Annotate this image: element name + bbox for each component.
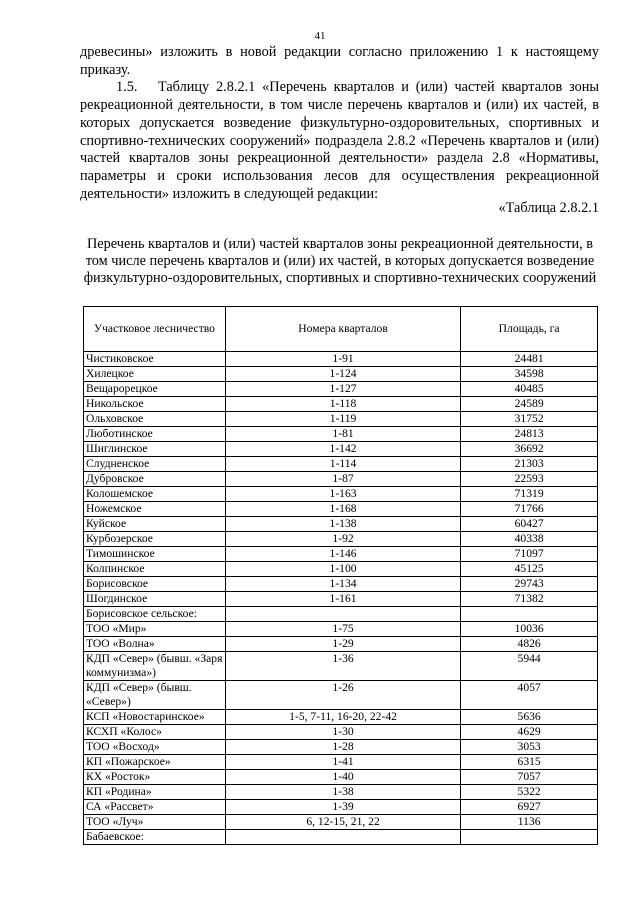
table-row [84, 577, 598, 592]
table-row [84, 815, 598, 830]
district-cell: КХ «Росток» [84, 770, 226, 785]
area-cell: 36692 [461, 442, 598, 457]
area-cell: 31752 [461, 412, 598, 427]
table-row [84, 652, 598, 681]
intro-continuation: древесины» изложить в новой редакции согласно приложению 1 к настоящему приказу. [80, 44, 599, 78]
area-cell: 10036 [461, 622, 598, 637]
table-row [84, 607, 598, 622]
table-row [84, 622, 598, 637]
quarters-cell: 1-81 [225, 427, 460, 442]
area-cell: 40485 [461, 382, 598, 397]
area-cell: 24813 [461, 427, 598, 442]
quarters-cell: 1-75 [225, 622, 460, 637]
area-cell: 71319 [461, 487, 598, 502]
quarters-cell: 1-29 [225, 637, 460, 652]
header-area: Площадь, га [461, 307, 598, 352]
district-cell: Вещарорецкое [84, 382, 226, 397]
district-cell: Слудненское [84, 457, 226, 472]
page-number: 41 [314, 30, 326, 42]
area-cell: 6315 [461, 755, 598, 770]
district-cell: Борисовское сельское: [84, 607, 226, 622]
district-cell: СА «Рассвет» [84, 800, 226, 815]
district-cell: Ножемское [84, 502, 226, 517]
quarters-cell: 1-163 [225, 487, 460, 502]
table-row [84, 472, 598, 487]
quarters-cell: 6, 12-15, 21, 22 [225, 815, 460, 830]
area-cell: 4057 [461, 681, 598, 710]
quarters-cell: 1-146 [225, 547, 460, 562]
header-district: Участковое лесничество [84, 307, 226, 352]
area-cell: 5322 [461, 785, 598, 800]
table-row [84, 637, 598, 652]
table-header-row [84, 307, 598, 352]
area-cell: 60427 [461, 517, 598, 532]
area-cell: 45125 [461, 562, 598, 577]
quarters-cell: 1-40 [225, 770, 460, 785]
district-cell: Никольское [84, 397, 226, 412]
area-cell: 22593 [461, 472, 598, 487]
quarters-cell: 1-41 [225, 755, 460, 770]
district-cell: Тимошинское [84, 547, 226, 562]
table-row [84, 725, 598, 740]
district-cell: ТОО «Луч» [84, 815, 226, 830]
table-row [84, 367, 598, 382]
table-title: Перечень кварталов и (или) частей кварталов зоны рекреационной деятельности, в том числе перечень кварталов и (или) их частей, в которых допускается возведение физкультурно-оздоровительных, спортивных и спортивно-технических сооружений [83, 236, 597, 286]
quarters-cell: 1-168 [225, 502, 460, 517]
table-row [84, 770, 598, 785]
paragraph-1-5: 1.5. Таблицу 2.8.2.1 «Перечень кварталов и (или) частей кварталов зоны рекреационной деятельности, в том числе перечень кварталов и (или) их частей, в которых допускается возведение физкультурно-оздоровительных, спортивных и спортивно-технических сооружений» подраздела 2.8.2 «Перечень кварталов и (или) частей кварталов зоны рекреационной деятельности» раздела 2.8 «Нормативы, параметры и сроки использования лесов для осуществления рекреационной деятельности» изложить в следующей редакции: [80, 79, 599, 202]
area-cell: 24481 [461, 352, 598, 367]
table-row [84, 562, 598, 577]
district-cell: КСП «Новостаринское» [84, 710, 226, 725]
area-cell: 4826 [461, 637, 598, 652]
area-cell: 6927 [461, 800, 598, 815]
area-cell: 24589 [461, 397, 598, 412]
area-cell: 7057 [461, 770, 598, 785]
table-row [84, 517, 598, 532]
district-cell: КДП «Север» (бывш. «Север») [84, 681, 226, 710]
district-cell: КСХП «Колос» [84, 725, 226, 740]
district-cell: Бабаевское: [84, 830, 226, 845]
district-cell: Люботинское [84, 427, 226, 442]
table-row [84, 397, 598, 412]
table-row [84, 755, 598, 770]
district-cell: Борисовское [84, 577, 226, 592]
table-row [84, 785, 598, 800]
table-row [84, 352, 598, 367]
quarters-cell: 1-124 [225, 367, 460, 382]
quarters-cell [225, 830, 460, 845]
forest-quarters-table [83, 306, 598, 845]
quarters-cell: 1-36 [225, 652, 460, 681]
quarters-cell: 1-91 [225, 352, 460, 367]
area-cell: 29743 [461, 577, 598, 592]
district-cell: ТОО «Восход» [84, 740, 226, 755]
table-row [84, 457, 598, 472]
district-cell: Шиглинское [84, 442, 226, 457]
district-cell: Колошемское [84, 487, 226, 502]
table-body [84, 352, 598, 845]
area-cell [461, 830, 598, 845]
table-row [84, 382, 598, 397]
area-cell: 1136 [461, 815, 598, 830]
quarters-cell: 1-138 [225, 517, 460, 532]
district-cell: Куйское [84, 517, 226, 532]
district-cell: Дубровское [84, 472, 226, 487]
table-row [84, 442, 598, 457]
district-cell: КП «Родина» [84, 785, 226, 800]
area-cell: 71382 [461, 592, 598, 607]
quarters-cell: 1-134 [225, 577, 460, 592]
intro-text [80, 44, 599, 203]
district-cell: Ольховское [84, 412, 226, 427]
quarters-cell: 1-26 [225, 681, 460, 710]
area-cell: 5636 [461, 710, 598, 725]
district-cell: Колпинское [84, 562, 226, 577]
area-cell: 21303 [461, 457, 598, 472]
quarters-cell: 1-87 [225, 472, 460, 487]
table-reference: «Таблица 2.8.2.1 [498, 200, 599, 216]
quarters-cell: 1-127 [225, 382, 460, 397]
district-cell: Чистиковское [84, 352, 226, 367]
district-cell: КДП «Север» (бывш. «Заря коммунизма») [84, 652, 226, 681]
area-cell: 71097 [461, 547, 598, 562]
quarters-cell: 1-38 [225, 785, 460, 800]
area-cell: 40338 [461, 532, 598, 547]
area-cell: 71766 [461, 502, 598, 517]
table-row [84, 547, 598, 562]
district-cell: Хилецкое [84, 367, 226, 382]
table-row [84, 532, 598, 547]
district-cell: ТОО «Мир» [84, 622, 226, 637]
header-quarters: Номера кварталов [225, 307, 460, 352]
quarters-cell: 1-161 [225, 592, 460, 607]
quarters-cell: 1-5, 7-11, 16-20, 22-42 [225, 710, 460, 725]
table-row [84, 592, 598, 607]
area-cell [461, 607, 598, 622]
quarters-cell: 1-114 [225, 457, 460, 472]
quarters-cell: 1-142 [225, 442, 460, 457]
area-cell: 4629 [461, 725, 598, 740]
area-cell: 34598 [461, 367, 598, 382]
quarters-cell: 1-28 [225, 740, 460, 755]
table-row [84, 412, 598, 427]
quarters-cell: 1-100 [225, 562, 460, 577]
area-cell: 3053 [461, 740, 598, 755]
table-row [84, 740, 598, 755]
quarters-cell: 1-92 [225, 532, 460, 547]
table-row [84, 710, 598, 725]
district-cell: Курбозерское [84, 532, 226, 547]
district-cell: Шогдинское [84, 592, 226, 607]
area-cell: 5944 [461, 652, 598, 681]
quarters-cell: 1-39 [225, 800, 460, 815]
quarters-cell [225, 607, 460, 622]
table-row [84, 681, 598, 710]
quarters-cell: 1-118 [225, 397, 460, 412]
district-cell: КП «Пожарское» [84, 755, 226, 770]
table-row [84, 502, 598, 517]
quarters-cell: 1-30 [225, 725, 460, 740]
district-cell: ТОО «Волна» [84, 637, 226, 652]
table-row [84, 487, 598, 502]
table-row [84, 830, 598, 845]
table-row [84, 800, 598, 815]
table-row [84, 427, 598, 442]
quarters-cell: 1-119 [225, 412, 460, 427]
